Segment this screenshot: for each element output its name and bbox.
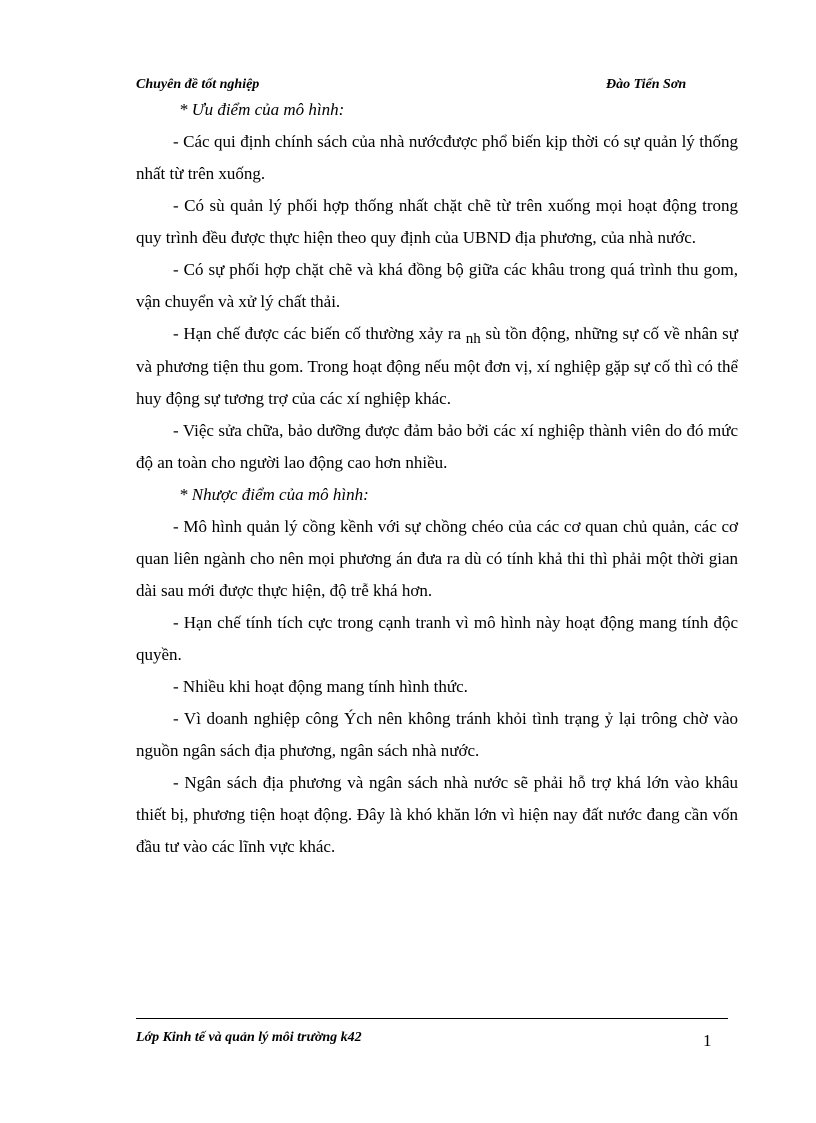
paragraph: - Ngân sách địa phương và ngân sách nhà nước sẽ phải hỗ trợ khá lớn vào khâu thiết bị, phương tiện hoạt động. Đây là khó khăn lớn vì hiện nay đất nước đang cần vốn đầu tư vào các lĩnh vực khác. (136, 773, 738, 856)
paragraph (136, 318, 738, 415)
paragraph: - Hạn chế tính tích cực trong cạnh tranh vì mô hình này hoạt động mang tính độc quyền. (136, 613, 738, 664)
page-number: 1 (703, 1031, 712, 1050)
paragraph: - Vì doanh nghiệp công Ých nên không tránh khỏi tình trạng ỷ lại trông chờ vào nguồn ngân sách địa phương, ngân sách nhà nước. (136, 709, 738, 760)
paragraph: - Nhiều khi hoạt động mang tính hình thức. (173, 677, 468, 696)
header-author: Đào Tiến Sơn (606, 77, 687, 92)
advantages-heading: * Ưu điểm của mô hình: (179, 100, 345, 119)
paragraph: - Các qui định chính sách của nhà nướcđược phổ biến kịp thời có sự quản lý thống nhất từ trên xuống. (136, 132, 738, 183)
document-body (136, 94, 738, 863)
paragraph: - Có sự phối hợp chặt chẽ và khá đồng bộ giữa các khâu trong quá trình thu gom, vận chuyển và xử lý chất thải. (136, 260, 738, 311)
footer-divider (136, 1018, 728, 1019)
subscript-text: nh (465, 331, 481, 347)
paragraph-text: - Hạn chế được các biến cố thường xảy ra (173, 324, 462, 343)
disadvantages-heading: * Nhược điểm của mô hình: (179, 485, 369, 504)
footer-class-name: Lớp Kinh tế và quản lý môi trường k42 (136, 1030, 362, 1045)
header-title: Chuyên đề tốt nghiệp (136, 77, 260, 92)
paragraph-text: sù tồn động, những sự cố về nhân sự và phương tiện thu gom. Trong hoạt động nếu một đơn vị, xí nghiệp gặp sự cố thì có thể huy động sự tương trợ của các xí nghiệp khác. (136, 324, 739, 408)
paragraph: - Có sù quản lý phối hợp thống nhất chặt chẽ từ trên xuống mọi hoạt động trong quy trình đều được thực hiện theo quy định của UBND địa phương, của nhà nước. (136, 196, 738, 247)
paragraph: - Việc sửa chữa, bảo dưỡng được đảm bảo bởi các xí nghiệp thành viên do đó mức độ an toàn cho người lao động cao hơn nhiều. (136, 421, 738, 472)
paragraph: - Mô hình quản lý cồng kềnh với sự chồng chéo của các cơ quan chủ quản, các cơ quan liên ngành cho nên mọi phương án đưa ra dù có tính khả thi thì phải một thời gian dài sau mới được thực hiện, độ trễ khá hơn. (136, 517, 738, 600)
